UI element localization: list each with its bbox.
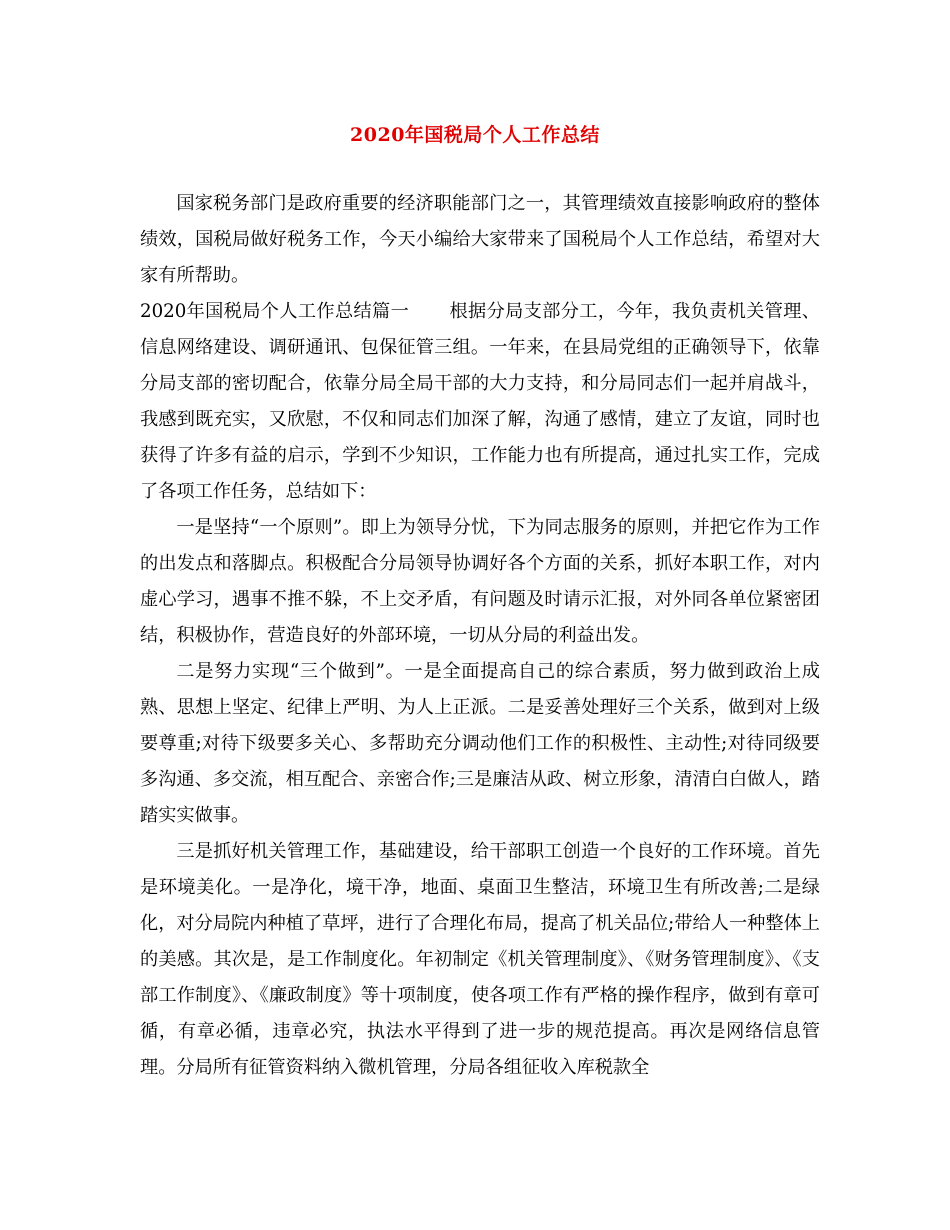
document-body: [140, 186, 820, 1086]
document-title: 2020年国税局个人工作总结: [350, 124, 600, 146]
section-heading: 2020年国税局个人工作总结篇一: [140, 301, 410, 322]
paragraph-office-management: 三是抓好机关管理工作，基础建设，给干部职工创造一个良好的工作环境。首先是环境美化。一是净化，境干净，地面、桌面卫生整洁，环境卫生有所改善;二是绿化，对分局院内种植了草坪，进行了合理化布局，提高了机关品位;带给人一种整体上的美感。其次是，是工作制度化。年初制定《机关管理制度》、《财务管理制度》、《支部工作制度》、《廉政制度》等十项制度，使各项工作有严格的操作程序，做到有章可循，有章必循，违章必究，执法水平得到了进一步的规范提高。再次是网络信息管理。分局所有征管资料纳入微机管理，分局各组征收入库税款全: [140, 841, 820, 1078]
paragraph-principle: 一是坚持“一个原则”。即上为领导分忧，下为同志服务的原则，并把它作为工作的出发点和落脚点。积极配合分局领导协调好各个方面的关系，抓好本职工作，对内虚心学习，遇事不推不躲，不上交矛盾，有问题及时请示汇报，对外同各单位紧密团结，积极协作，营造良好的外部环境，一切从分局的利益出发。: [140, 517, 820, 646]
intro-paragraph: 国家税务部门是政府重要的经济职能部门之一，其管理绩效直接影响政府的整体绩效，国税局做好税务工作，今天小编给大家带来了国税局个人工作总结，希望对大家有所帮助。: [140, 193, 820, 286]
section-paragraph: [140, 294, 820, 510]
section-opening-text: 根据分局支部分工，今年，我负责机关管理、信息网络建设、调研通讯、包保征管三组。一年来，在县局党组的正确领导下，依靠分局支部的密切配合，依靠分局全局干部的大力支持，和分局同志们一起并肩战斗，我感到既充实，又欣慰，不仅和同志们加深了解，沟通了感情，建立了友谊，同时也获得了许多有益的启示，学到不少知识，工作能力也有所提高，通过扎实工作，完成了各项工作任务，总结如下：: [140, 301, 820, 502]
paragraph-three-achievements: 二是努力实现“三个做到”。一是全面提高自己的综合素质，努力做到政治上成熟、思想上坚定、纪律上严明、为人上正派。二是妥善处理好三个关系，做到对上级要尊重;对待下级要多关心、多帮助充分调动他们工作的积极性、主动性;对待同级要多沟通、多交流，相互配合、亲密合作;三是廉洁从政、树立形象，清清白白做人，踏踏实实做事。: [140, 661, 820, 826]
